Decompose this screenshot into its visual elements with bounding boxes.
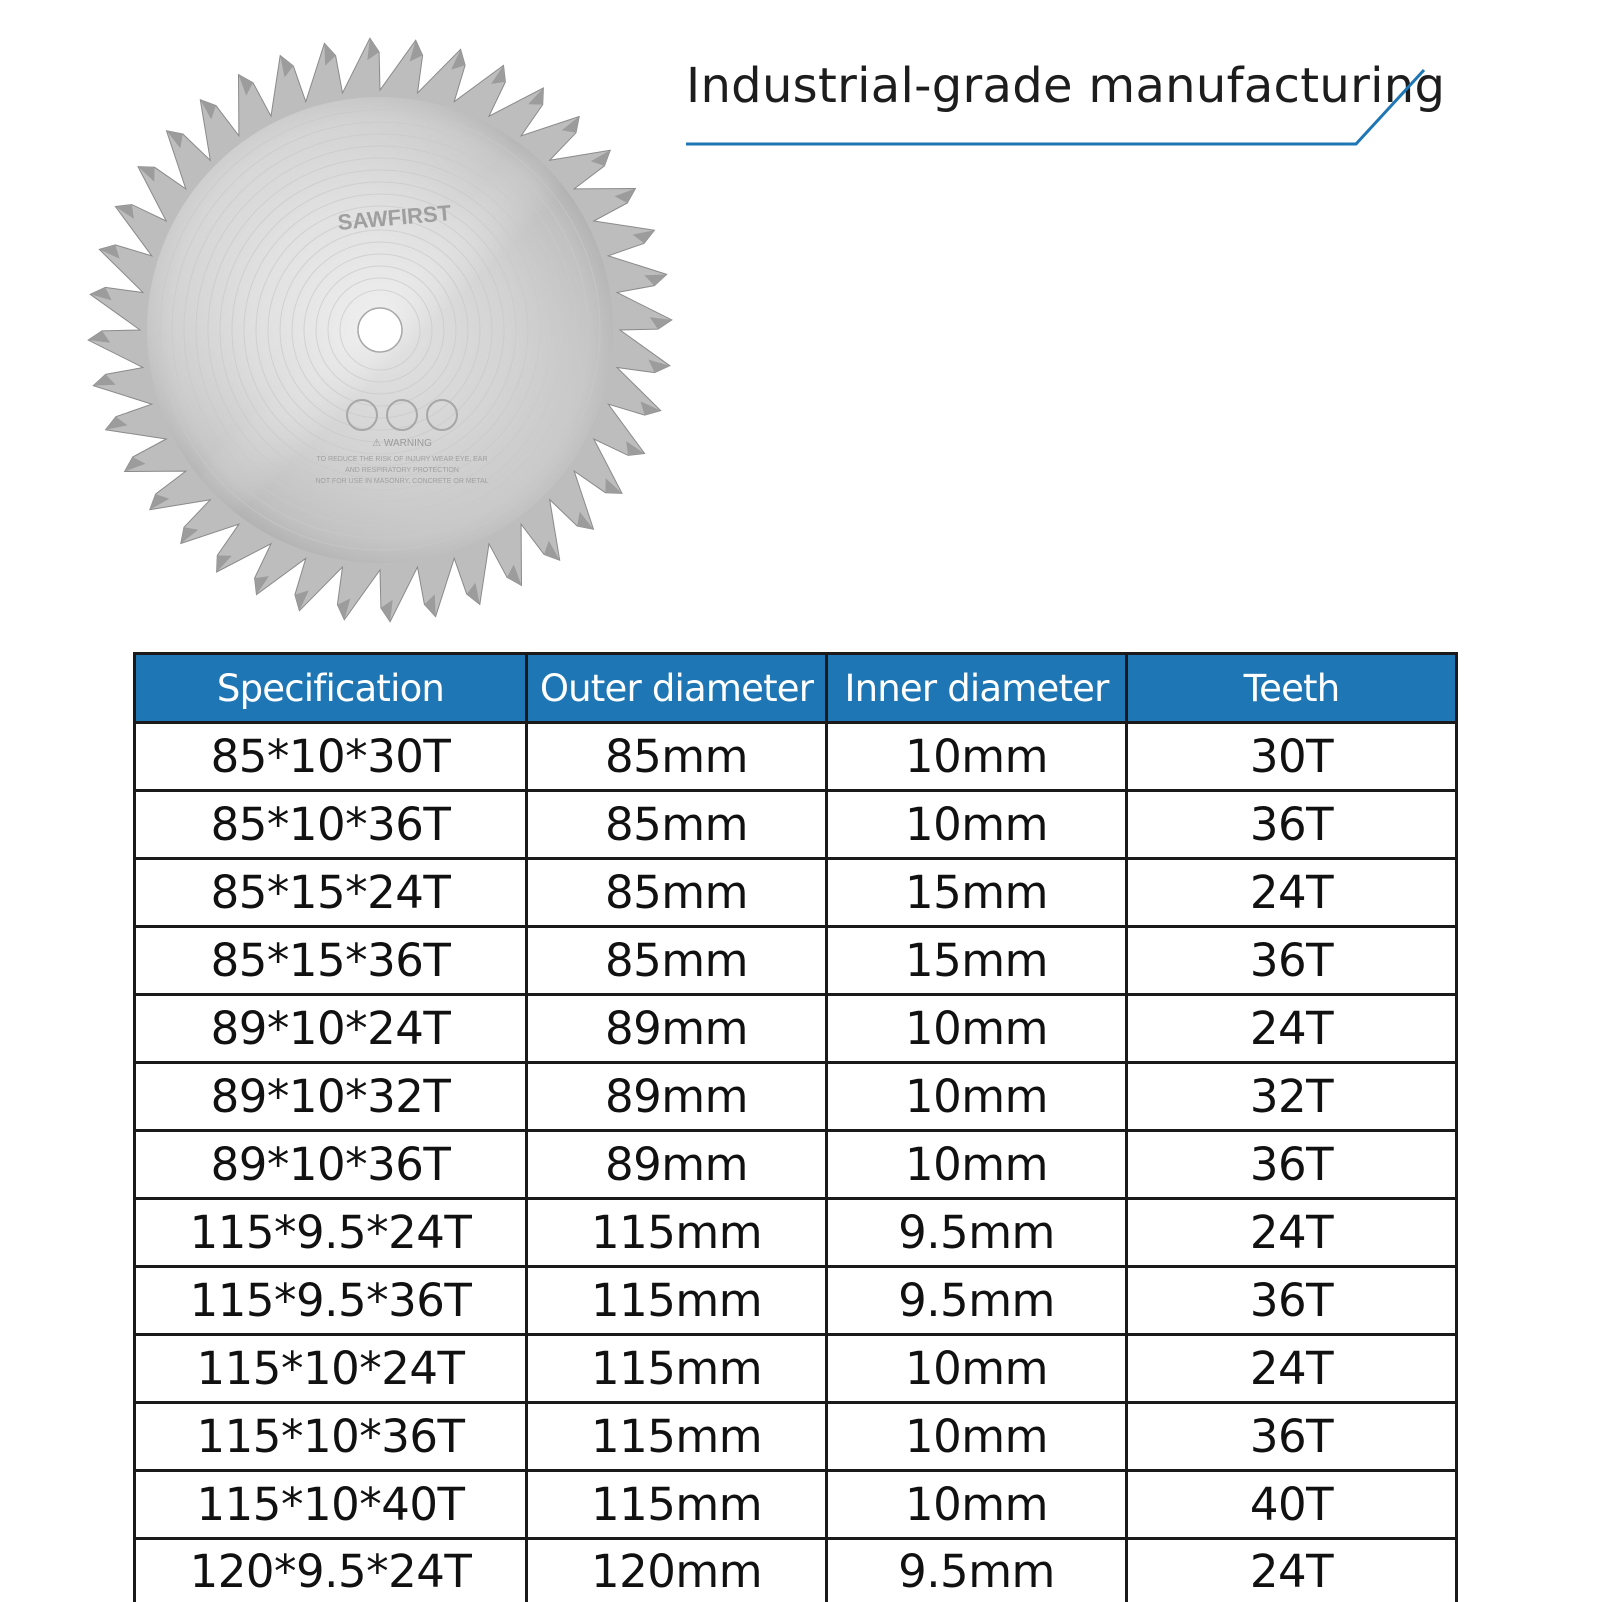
- cell-teeth: 36T: [1127, 1131, 1457, 1199]
- cell-outer-diameter: 85mm: [527, 723, 827, 791]
- warning-label: ⚠ WARNING: [372, 438, 432, 449]
- cell-specification: 85*15*36T: [135, 927, 527, 995]
- cell-inner-diameter: 10mm: [827, 1335, 1127, 1403]
- cell-teeth: 24T: [1127, 1539, 1457, 1602]
- cell-inner-diameter: 10mm: [827, 1471, 1127, 1539]
- table-row: [135, 1471, 1457, 1539]
- cell-teeth: 36T: [1127, 927, 1457, 995]
- saw-blade-image: [80, 30, 680, 630]
- table-row: [135, 1267, 1457, 1335]
- table-row: [135, 723, 1457, 791]
- table-row: [135, 1539, 1457, 1602]
- headline: Industrial-grade manufacturing: [686, 58, 1445, 114]
- cell-teeth: 24T: [1127, 1335, 1457, 1403]
- cell-outer-diameter: 89mm: [527, 1063, 827, 1131]
- cell-outer-diameter: 115mm: [527, 1403, 827, 1471]
- table-row: [135, 859, 1457, 927]
- cell-inner-diameter: 10mm: [827, 1131, 1127, 1199]
- cell-specification: 115*10*36T: [135, 1403, 527, 1471]
- cell-inner-diameter: 9.5mm: [827, 1267, 1127, 1335]
- cell-specification: 115*9.5*24T: [135, 1199, 527, 1267]
- table-row: [135, 995, 1457, 1063]
- cell-teeth: 40T: [1127, 1471, 1457, 1539]
- cell-inner-diameter: 10mm: [827, 1403, 1127, 1471]
- cell-teeth: 36T: [1127, 1403, 1457, 1471]
- cell-specification: 89*10*24T: [135, 995, 527, 1063]
- cell-inner-diameter: 9.5mm: [827, 1199, 1127, 1267]
- cell-inner-diameter: 10mm: [827, 1063, 1127, 1131]
- cell-teeth: 24T: [1127, 1199, 1457, 1267]
- cell-outer-diameter: 120mm: [527, 1539, 827, 1602]
- cell-outer-diameter: 85mm: [527, 859, 827, 927]
- table-row: [135, 791, 1457, 859]
- cell-inner-diameter: 10mm: [827, 995, 1127, 1063]
- cell-specification: 85*10*30T: [135, 723, 527, 791]
- arbor-hole: [358, 308, 402, 352]
- cell-teeth: 24T: [1127, 859, 1457, 927]
- cell-specification: 89*10*32T: [135, 1063, 527, 1131]
- headline-underline: [686, 60, 1476, 160]
- table-row: [135, 1131, 1457, 1199]
- cell-inner-diameter: 10mm: [827, 723, 1127, 791]
- warning-line-3: NOT FOR USE IN MASONRY, CONCRETE OR METAL: [315, 478, 488, 485]
- cell-specification: 89*10*36T: [135, 1131, 527, 1199]
- column-header-outer-diameter: Outer diameter: [527, 654, 827, 723]
- column-header-teeth: Teeth: [1127, 654, 1457, 723]
- cell-specification: 85*15*24T: [135, 859, 527, 927]
- column-header-specification: Specification: [135, 654, 527, 723]
- cell-teeth: 36T: [1127, 791, 1457, 859]
- cell-specification: 85*10*36T: [135, 791, 527, 859]
- spec-table: [133, 652, 1458, 1602]
- column-header-inner-diameter: Inner diameter: [827, 654, 1127, 723]
- cell-outer-diameter: 85mm: [527, 791, 827, 859]
- table-row: [135, 927, 1457, 995]
- cell-outer-diameter: 115mm: [527, 1471, 827, 1539]
- cell-teeth: 24T: [1127, 995, 1457, 1063]
- cell-outer-diameter: 89mm: [527, 1131, 827, 1199]
- table-row: [135, 1403, 1457, 1471]
- table-row: [135, 1199, 1457, 1267]
- cell-inner-diameter: 15mm: [827, 859, 1127, 927]
- cell-outer-diameter: 115mm: [527, 1335, 827, 1403]
- warning-line-2: AND RESPIRATORY PROTECTION: [345, 467, 459, 474]
- cell-specification: 115*10*40T: [135, 1471, 527, 1539]
- cell-inner-diameter: 10mm: [827, 791, 1127, 859]
- cell-outer-diameter: 85mm: [527, 927, 827, 995]
- cell-outer-diameter: 115mm: [527, 1199, 827, 1267]
- cell-specification: 120*9.5*24T: [135, 1539, 527, 1602]
- table-header-row: [135, 654, 1457, 723]
- table-row: [135, 1335, 1457, 1403]
- cell-outer-diameter: 89mm: [527, 995, 827, 1063]
- cell-inner-diameter: 9.5mm: [827, 1539, 1127, 1602]
- cell-teeth: 30T: [1127, 723, 1457, 791]
- cell-specification: 115*10*24T: [135, 1335, 527, 1403]
- brand-text: SAWFIRST: [337, 200, 453, 235]
- cell-inner-diameter: 15mm: [827, 927, 1127, 995]
- cell-outer-diameter: 115mm: [527, 1267, 827, 1335]
- cell-specification: 115*9.5*36T: [135, 1267, 527, 1335]
- cell-teeth: 36T: [1127, 1267, 1457, 1335]
- table-row: [135, 1063, 1457, 1131]
- cell-teeth: 32T: [1127, 1063, 1457, 1131]
- product-hero: [0, 0, 1600, 640]
- warning-line-1: TO REDUCE THE RISK OF INJURY WEAR EYE, EAR: [316, 456, 487, 463]
